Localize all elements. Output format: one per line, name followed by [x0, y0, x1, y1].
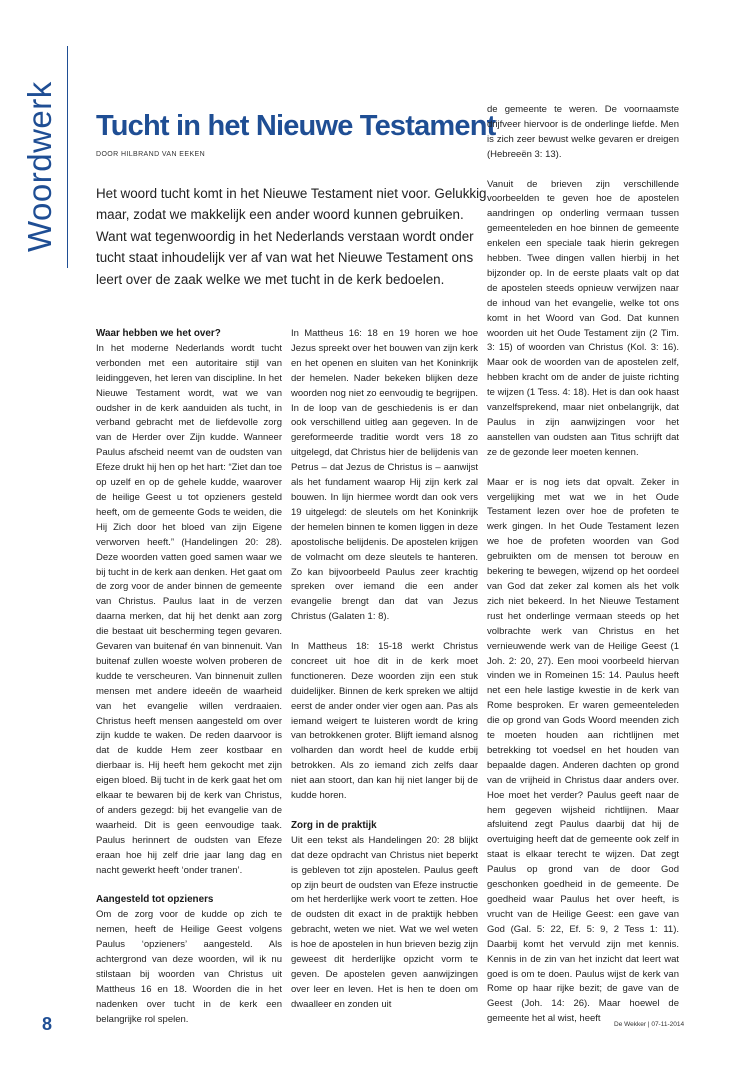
page-number: 8 — [42, 1014, 53, 1034]
section-label: Woordwerk — [21, 81, 58, 252]
paragraph: In het moderne Nederlands wordt tucht verbonden met een autoritaire stijl van leidinggeven, het leren van discipline. In het Nieuwe Testament wordt, wat we van oudsher in de kerk aanduiden als tucht, in verband gebracht met de liefdevolle zorg van de Herder over Zijn kudde. Wanneer Paulus afscheid neemt van de oudsten van Efeze drukt hij hen op het hart: “Ziet dan toe op uzelf en op de gehele kudde, waarover de heilige Geest u tot opzieners gesteld heeft, om de gemeente Gods te weiden, die Hij Zich door het bloed van zijn Eigene verworven heeft.” (Handelingen 20: 28). Deze woorden vatten goed samen waar we bij tucht in de kerk aan denken. Het gaat om de zorg voor de ander binnen de gemeente van Christus. Paulus laat in de verzen daarna merken, dat hij het denkt aan zorg die bestaat uit bescherming tegen gevaren. Gevaren van buitenaf én van binnenuit. Van buitenaf zullen woeste wolven proberen de kudde te verscheuren. Van binnenuit zullen mensen met andere ideeën de waarheid van het evangelie willen verdraaien. Christus heeft mensen aangesteld om over zijn kudde te waken. De reden daarvoor is dat de kudde Hem zeer kostbaar en dierbaar is. Hij heeft hem gekocht met zijn eigen bloed. Bij tucht in de kerk gaat het om elkaar te bewaren bij de kerk van Christus, of anders gezegd: bij het evangelie van de waarheid. Dit is geen eenvoudige taak. Paulus herinnert de oudsten van Efeze eraan hoe hij zelf drie jaar lang dag en nacht gewerkt heeft ‘onder tranen’. — [96, 342, 282, 876]
paragraph: de gemeente te weren. De voornaamste drijfveer hiervoor is de onderlinge liefde. Men is zich zeer bewust welke gevaren er dreigen (Hebreeën 3: 13). — [487, 104, 679, 160]
publication-footer: De Wekker | 07-11-2014 — [614, 1021, 685, 1028]
subheading-waar-hebben-we-het-over: Waar hebben we het over? — [96, 328, 221, 339]
subheading-aangesteld-tot-opzieners: Aangesteld tot opzieners — [96, 894, 214, 906]
paragraph: Uit een tekst als Handelingen 20: 28 blijkt dat deze opdracht van Christus niet beperkt is gebleven tot zijn apostelen. Paulus geeft op zijn beurt de oudsten van Efeze instructie om het herderlijke werk voort te zetten. Hoe de oudsten dit exact in de praktijk hebben gebracht, weten we niet. Wat we wel weten is hoe de apostelen in hun brieven bezig zijn geweest dit herderlijke opzicht vorm te geven. De apostelen geven aanwijzingen over leer en leven. Het is hen te doen om dwaalleer en zonden uit — [291, 834, 478, 1010]
paragraph: Om de zorg voor de kudde op zich te nemen, heeft de Heilige Geest volgens Paulus ‘opzieners’ aangesteld. Als achtergrond van deze woorden, wil ik nu stilstaan bij woorden van Christus uit Mattheus 16 en 18. Woorden die in het nadenken over tucht in de kerk een belangrijke rol spelen. — [96, 909, 282, 1025]
article-intro: Het woord tucht komt in het Nieuwe Testament niet voor. Gelukkig maar, zodat we makkelijk een ander woord kunnen gebruiken. Want wat tegenwoordig in het Nederlands verstaan wordt onder tucht staat inhoudelijk ver af van wat het Nieuwe Testament ons leert over de zaak welke we met tucht in de kerk bedoelen. — [96, 186, 487, 287]
subheading-zorg-in-de-praktijk: Zorg in de praktijk — [291, 819, 377, 831]
column-1 — [96, 327, 282, 1028]
paragraph: In Mattheus 16: 18 en 19 horen we hoe Jezus spreekt over het bouwen van zijn kerk en het openen en sluiten van het Koninkrijk der hemelen. Nader bekeken blijken deze woorden nog niet zo eenvoudig te begrijpen. In de loop van de geschiedenis is er dan ook verschillend uitleg aan gegeven. In de gereformeerde traditie wordt vers 18 zo uitgelegd, dat Christus hier de belijdenis van Petrus – dat Jezus de Christus is – aanwijst als het fundament waarop Hij zijn kerk zal bouwen. In lijn hiermee wordt dan ook vers 19 uitgelegd: de sleutels om het Koninkrijk der hemelen binnen te komen liggen in deze apostolische belijdenis. De apostelen krijgen de volmacht om deze sleutels te hanteren. Zo kan bijvoorbeeld Paulus zeer krachtig spreken over iemand die een ander evangelie brengt dan dat van Jezus Christus (Galaten 1: 8). — [291, 328, 478, 623]
paragraph: In Mattheus 18: 15-18 werkt Christus concreet uit hoe dit in de kerk moet functioneren. Deze woorden zijn een stuk duidelijker. Binnen de kerk spreken we altijd eerst de ander onder vier ogen aan. Pas als iemand weigert te luisteren wordt de kring van betrokkenen groter. Blijft iemand alsnog volharden dan wordt heel de kudde erbij betrokken. Als zo iemand zich zelfs daar niet aan stoort, dan kan hij niet langer bij de kudde horen. — [291, 641, 478, 802]
paragraph: Vanuit de brieven zijn verschillende voorbeelden te geven hoe de apostelen aandringen op onderling vermaan tussen gemeenteleden en hoe binnen de gemeente enkelen een speciale taak hierin gekregen hebben. Twee dingen vallen hierbij in het bijzonder op. In de eerste plaats valt op dat de apostelen steeds opnieuw verwijzen naar de inhoud van het evangelie, welke tot ons komt in het Woord van God. Dat kunnen woorden uit het Oude Testament zijn (2 Tim. 3: 15) of woorden van Christus (Kol. 3: 16). Maar ook de woorden van de apostelen zelf, hebben kracht om de ander de juiste richting te wijzen (1 Tess. 4: 18). Het is dan ook haast vanzelfsprekend, maar niet onbelangrijk, dat Paulus in zijn aanwijzingen voor het aanstellen van oudsten aan Titus schrijft dat ze de gezonde leer moeten kennen. — [487, 178, 679, 458]
paragraph: Maar er is nog iets dat opvalt. Zeker in vergelijking met wat we in het Oude Testament lezen over hoe de profeten te werk gingen. In het Oude Testament lezen we hoe de profeten woorden van God gebruikten om de mensen tot berouw en bekering te bewegen, wijzend op het oordeel van God dat zeker zal komen als het volk zich niet bekeerd. In het Nieuwe Testament rust het onderlinge vermaan steeds op het volbrachte werk van Christus en het vernieuwende werk van de Heilige Geest (1 Joh. 2: 20, 27). Een mooi voorbeeld hiervan vinden we in Romeinen 15: 14. Paulus heeft net een hele lastige kwestie in de kerk van Rome besproken. Er waren gemeenteleden die op grond van Gods Woord meenden zich te moeten houden aan richtlijnen met betrekking tot voedsel en het houden van bepaalde dagen. Anderen dachten op grond van de vrijheid in Christus daar anders over. Hoe moet het verder? Paulus geeft naar de hem gegeven wijsheid richtlijnen. Maar afsluitend zegt Paulus daarbij dat hij de overtuiging heeft dat de gemeente ook zelf in staat is elkaar terecht te wijzen. Dat zegt Paulus op grond van de door God geschonken goedheid in de gemeente. De goedheid waar Paulus het over heeft, is vrucht van de Heilige Geest: een gave van God (Gal. 5: 22, Ef. 5: 9, 2 Tess 1: 11). Daarbij komt het vervuld zijn met kennis. Kennis in de zin van het inzicht dat leert wat goed is om te doen. Paulus wijst de kerk van Rome op haar rijke bezit; de gave van de Geest (Joh. 14: 26). Maar hoewel de gemeente het al wist, heeft — [487, 476, 679, 1025]
column-3 — [487, 103, 679, 1027]
column-2 — [291, 327, 478, 1013]
section-divider — [67, 46, 68, 268]
article-byline: DOOR HILBRAND VAN EEKEN — [96, 151, 206, 158]
article-title: Tucht in het Nieuwe Testament — [96, 110, 496, 142]
